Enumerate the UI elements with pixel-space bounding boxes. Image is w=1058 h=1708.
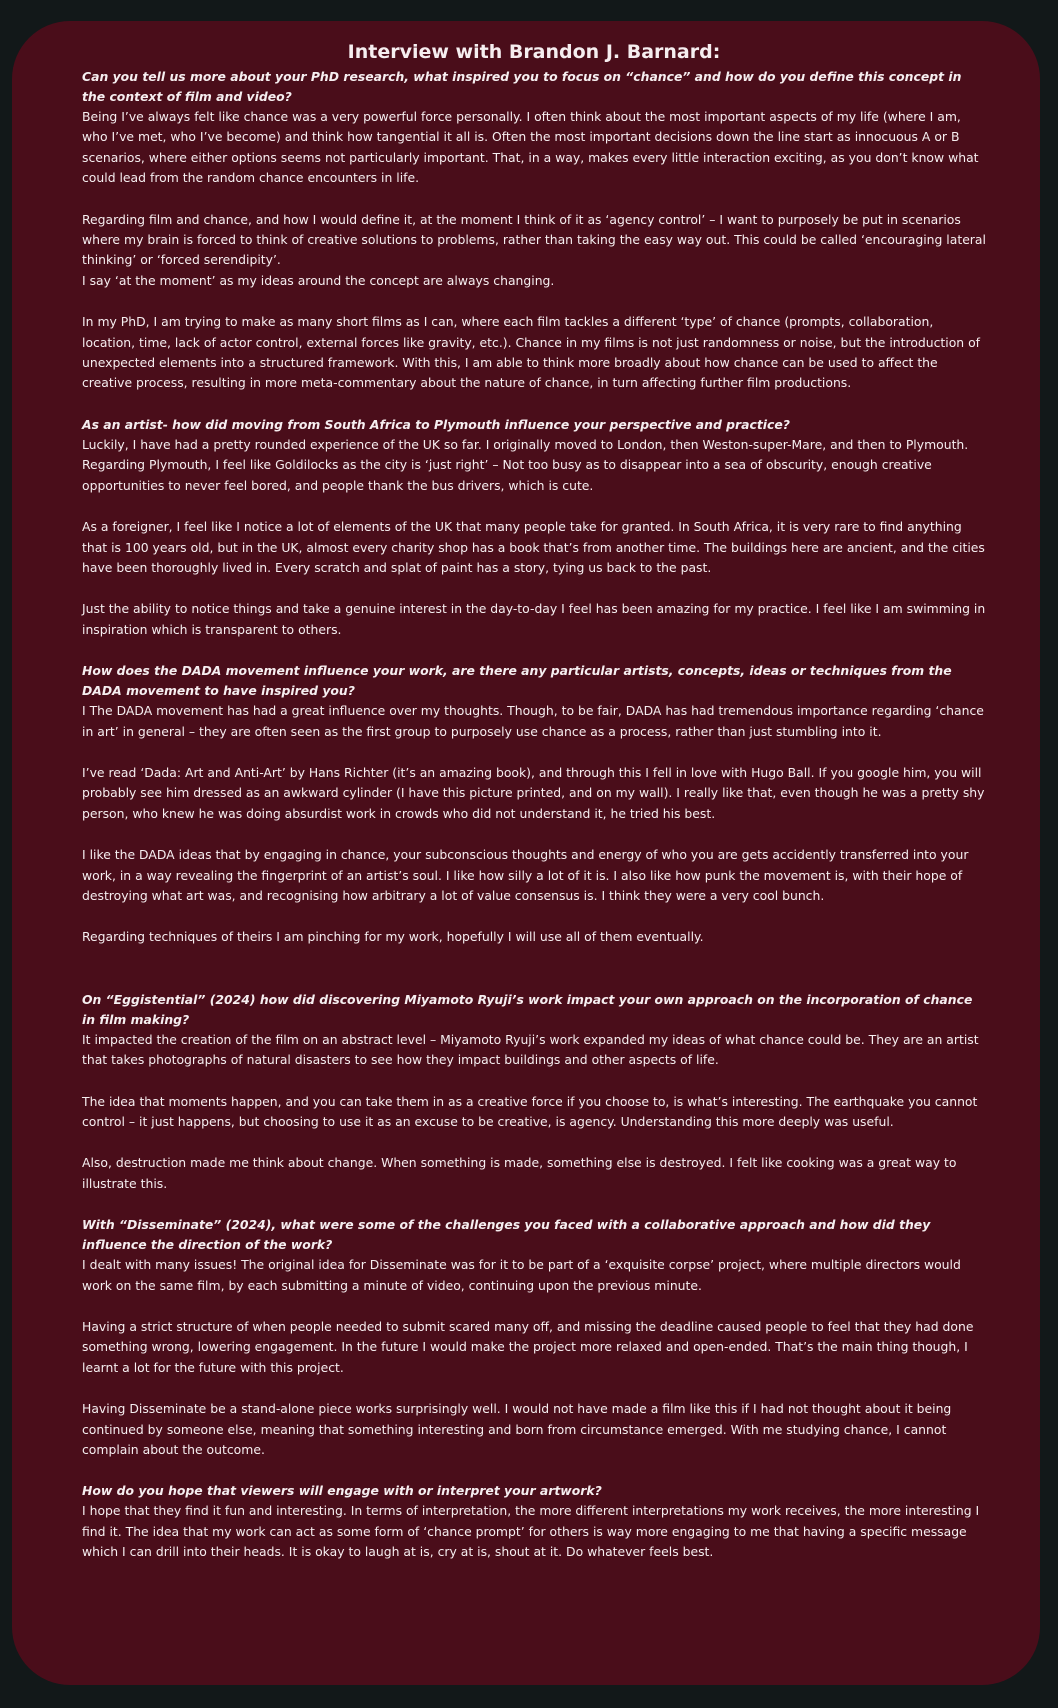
- question: With “Disseminate” (2024), what were some of the challenges you faced with a collaborative approach and how did they influence the direction of the work?: [82, 1217, 931, 1253]
- answer-paragraph: In my PhD, I am trying to make as many short films as I can, where each film tackles a different ‘type’ of chance (prompts, collaboration, location, time, lack of actor control, external forces like gravity, etc.). Chance in my films is not just randomness or noise, but the introduction of unexpected elements into a structured framework. With this, I am able to think more broadly about how chance can be used to affect the creative process, resulting in more meta-commentary about the nature of chance, in turn affecting further film productions.: [82, 314, 981, 391]
- answer-paragraph: I dealt with many issues! The original idea for Disseminate was for it to be part of a ‘exquisite corpse’ project, where multiple directors would work on the same film, by each submitting a minute of video, continuing upon the previous minute.: [82, 1257, 961, 1293]
- answer-paragraph: Also, destruction made me think about change. When something is made, something else is destroyed. I felt like cooking was a great way to illustrate this.: [82, 1155, 957, 1191]
- page-title: Interview with Brandon J. Barnard:: [347, 41, 721, 63]
- answer-paragraph: Regarding film and chance, and how I would define it, at the moment I think of it as ‘agency control’ – I want to purposely be put in scenarios where my brain is forced to think of creative solutions to problems, rather than taking the easy way out. This could be called ‘encouraging lateral thinking’ or ‘forced serendipity’.: [82, 211, 986, 268]
- qa-section-viewers: [82, 1481, 986, 1562]
- answer-paragraph: I hope that they find it fun and interesting. In terms of interpretation, the more different interpretations my work receives, the more interesting I find it. The idea that my work can act as some form of ‘chance prompt’ for others is way more engaging to me that having a specific message which I can drill into their heads. It is okay to laugh at is, cry at is, shout at it. Do whatever feels best.: [82, 1503, 980, 1560]
- question: As an artist- how did moving from South Africa to Plymouth influence your perspective and practice?: [82, 416, 790, 432]
- answer-paragraph: I say ‘at the moment’ as my ideas around the concept are always changing.: [82, 272, 555, 288]
- answer-paragraph: Regarding techniques of theirs I am pinching for my work, hopefully I will use all of them eventually.: [82, 929, 704, 945]
- answer-paragraph: Just the ability to notice things and take a genuine interest in the day-to-day I feel has been amazing for my practice. I feel like I am swimming in inspiration which is transparent to others.: [82, 601, 986, 637]
- question: How do you hope that viewers will engage with or interpret your artwork?: [82, 1483, 602, 1499]
- answer-paragraph: Luckily, I have had a pretty rounded experience of the UK so far. I originally moved to London, then Weston-super-Mare, and then to Plymouth. Regarding Plymouth, I feel like Goldilocks as the city is ‘just right’ – Not too busy as to disappear into a sea of obscurity, enough creative opportunities to never feel bored, and people thank the bus drivers, which is cute.: [82, 436, 969, 493]
- answer-paragraph: I’ve read ‘Dada: Art and Anti-Art’ by Hans Richter (it’s an amazing book), and through this I fell in love with Hugo Ball. If you google him, you will probably see him dressed as an awkward cylinder (I have this picture printed, and on my wall). I really like that, even though he was a pretty shy person, who knew he was doing absurdist work in crowds who did not understand it, he tried his best.: [82, 764, 985, 821]
- qa-section-disseminate: [82, 1215, 986, 1460]
- question: Can you tell us more about your PhD research, what inspired you to focus on “chance” and how do you define this concept in the context of film and video?: [82, 69, 962, 104]
- question: How does the DADA movement influence your work, are there any particular artists, concepts, ideas or techniques from the DADA movement to have inspired you?: [82, 663, 952, 699]
- answer-paragraph: I like the DADA ideas that by engaging in chance, your subconscious thoughts and energy of who you are gets accidently transferred into your work, in a way revealing the fingerprint of an artist’s soul. I like how silly a lot of it is. I also like how punk the movement is, with their hope of destroying what art was, and recognising how arbitrary a lot of value consensus is. I think they were a very cool bunch.: [82, 847, 969, 903]
- qa-section-phd: [82, 67, 986, 394]
- interview-card: [12, 21, 1040, 1685]
- answer-paragraph: As a foreigner, I feel like I notice a lot of elements of the UK that many people take for granted. In South Africa, it is very rare to find anything that is 100 years old, but in the UK, almost every charity shop has a book that’s from another time. The buildings here are ancient, and the cities have been thoroughly lived in. Every scratch and splat of paint has a story, tying us back to the past.: [82, 519, 985, 575]
- answer-paragraph: It impacted the creation of the film on an abstract level – Miyamoto Ryuji’s work expanded my ideas of what chance could be. They are an artist that takes photographs of natural disasters to see how they impact buildings and other aspects of life.: [82, 1031, 979, 1068]
- answer-paragraph: The idea that moments happen, and you can take them in as a creative force if you choose to, is what’s interesting. The earthquake you cannot control – it just happens, but choosing to use it as an excuse to be creative, is agency. Understanding this more deeply was useful.: [82, 1093, 978, 1129]
- answer-paragraph: I The DADA movement has had a great influence over my thoughts. Though, to be fair, DADA has had tremendous importance regarding ‘chance in art’ in general – they are often seen as the first group to purposely use chance as a process, rather than just stumbling into it.: [82, 703, 984, 739]
- answer-paragraph: Having a strict structure of when people needed to submit scared many off, and missing the deadline caused people to feel that they had done something wrong, lowering engagement. In the future I would make the project more relaxed and open-ended. That’s the main thing though, I learnt a lot for the future with this project.: [82, 1319, 974, 1375]
- answer-paragraph: Having Disseminate be a stand-alone piece works surprisingly well. I would not have made a film like this if I had not thought about it being continued by someone else, meaning that something interesting and born from circumstance emerged. With me studying chance, I cannot complain about the outcome.: [82, 1401, 952, 1458]
- qa-section-eggistential: [82, 990, 986, 1194]
- qa-section-dada: [82, 661, 986, 948]
- answer-paragraph: Being I’ve always felt like chance was a very powerful force personally. I often think about the most important aspects of my life (where I am, who I’ve met, who I’ve become) and think how tangential it all is. Often the most important decisions down the line start as innocuous A or B scenarios, where either options seems not particularly important. That, in a way, makes every little interaction exciting, as you don’t know what could lead from the random chance encounters in life.: [82, 109, 979, 186]
- question: On “Eggistential” (2024) how did discovering Miyamoto Ryuji’s work impact your own approach on the incorporation of chance in film making?: [82, 991, 973, 1027]
- qa-section-plymouth: [82, 415, 986, 640]
